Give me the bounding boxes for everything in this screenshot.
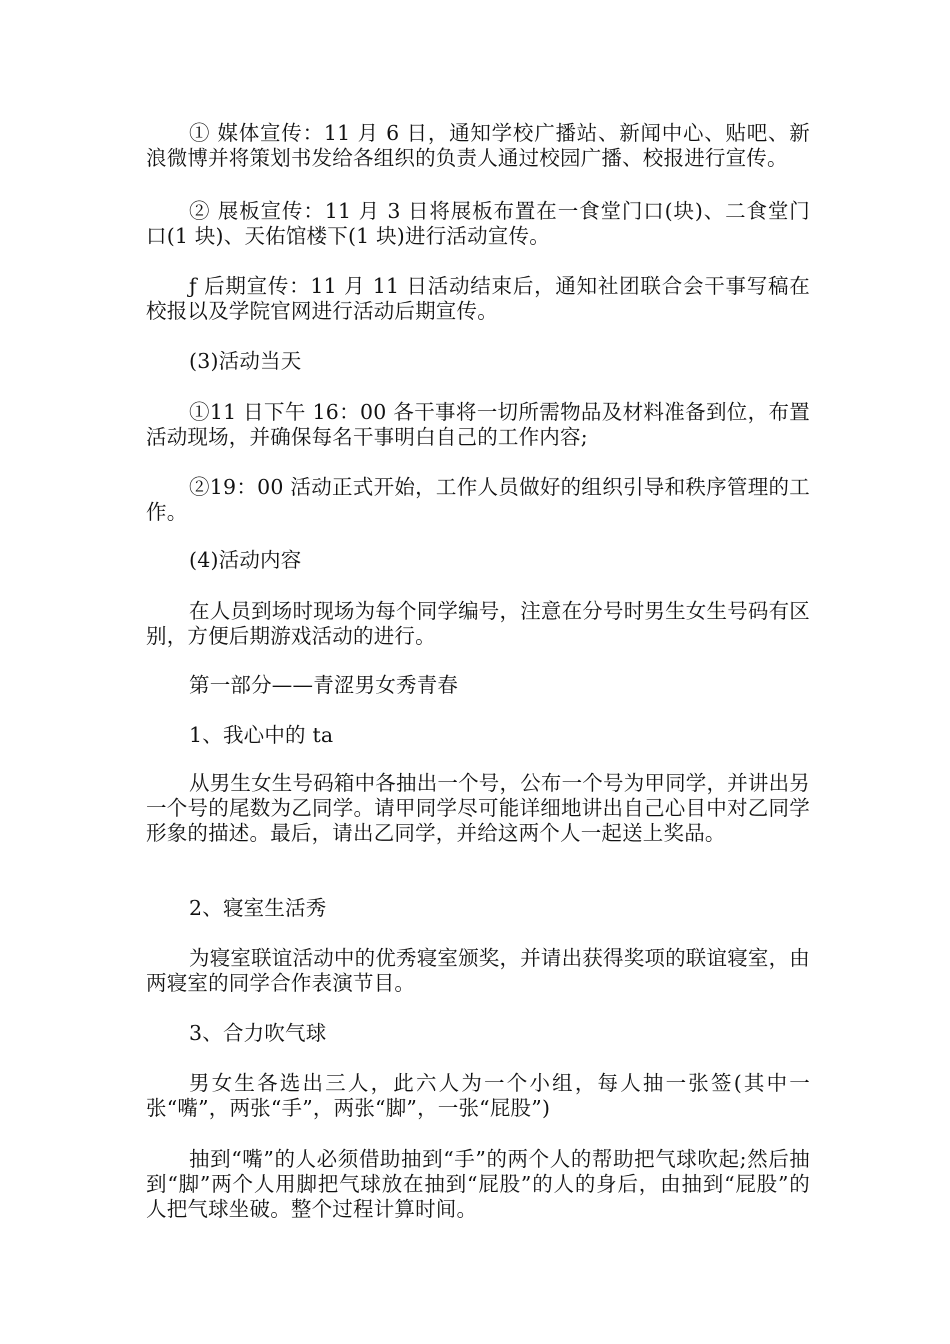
heading-game-3: 3、合力吹气球 [189, 1021, 327, 1045]
paragraph-game-3-process: 抽到“嘴”的人必须借助抽到“手”的两个人的帮助把气球吹起;然后抽到“脚”两个人用脚把气球放在抽到“屁股”的人的身后，由抽到“屁股”的人把气球坐破。整个过程计算时间。 [146, 1147, 810, 1221]
paragraph-later-publicity: ƒ 后期宣传：11 月 11 日活动结束后，通知社团联合会干事写稿在校报以及学院官网进行活动后期宣传。 [146, 274, 810, 323]
paragraph-game-1: 从男生女生号码箱中各抽出一个号，公布一个号为甲同学，并讲出另一个号的尾数为乙同学。请甲同学尽可能详细地讲出自己心目中对乙同学形象的描述。最后，请出乙同学，并给这两个人一起送上奖品。 [146, 771, 810, 845]
heading-part-one: 第一部分——青涩男女秀青春 [189, 673, 459, 697]
paragraph-board-publicity: ② 展板宣传：11 月 3 日将展板布置在一食堂门口(块)、二食堂门口(1 块)、天佑馆楼下(1 块)进行活动宣传。 [146, 199, 810, 248]
heading-event-content: (4)活动内容 [189, 548, 302, 572]
heading-event-day: (3)活动当天 [189, 349, 302, 373]
heading-game-2: 2、寝室生活秀 [189, 896, 327, 920]
paragraph-game-3-rules: 男女生各选出三人，此六人为一个小组，每人抽一张签(其中一张“嘴”，两张“手”，两张“脚”，一张“屁股”) [146, 1071, 810, 1120]
paragraph-media-publicity: ① 媒体宣传：11 月 6 日，通知学校广播站、新闻中心、贴吧、新浪微博并将策划书发给各组织的负责人通过校园广播、校报进行宣传。 [146, 121, 810, 170]
paragraph-game-2: 为寝室联谊活动中的优秀寝室颁奖，并请出获得奖项的联谊寝室，由两寝室的同学合作表演节目。 [146, 946, 810, 995]
paragraph-event-start: ②19：00 活动正式开始，工作人员做好的组织引导和秩序管理的工作。 [146, 475, 810, 524]
heading-game-1: 1、我心中的 ta [189, 723, 334, 747]
paragraph-afternoon-prep: ①11 日下午 16：00 各干事将一切所需物品及材料准备到位，布置活动现场，并确保每名干事明白自己的工作内容; [146, 400, 810, 449]
paragraph-numbering: 在人员到场时现场为每个同学编号，注意在分号时男生女生号码有区别，方便后期游戏活动的进行。 [146, 599, 810, 648]
